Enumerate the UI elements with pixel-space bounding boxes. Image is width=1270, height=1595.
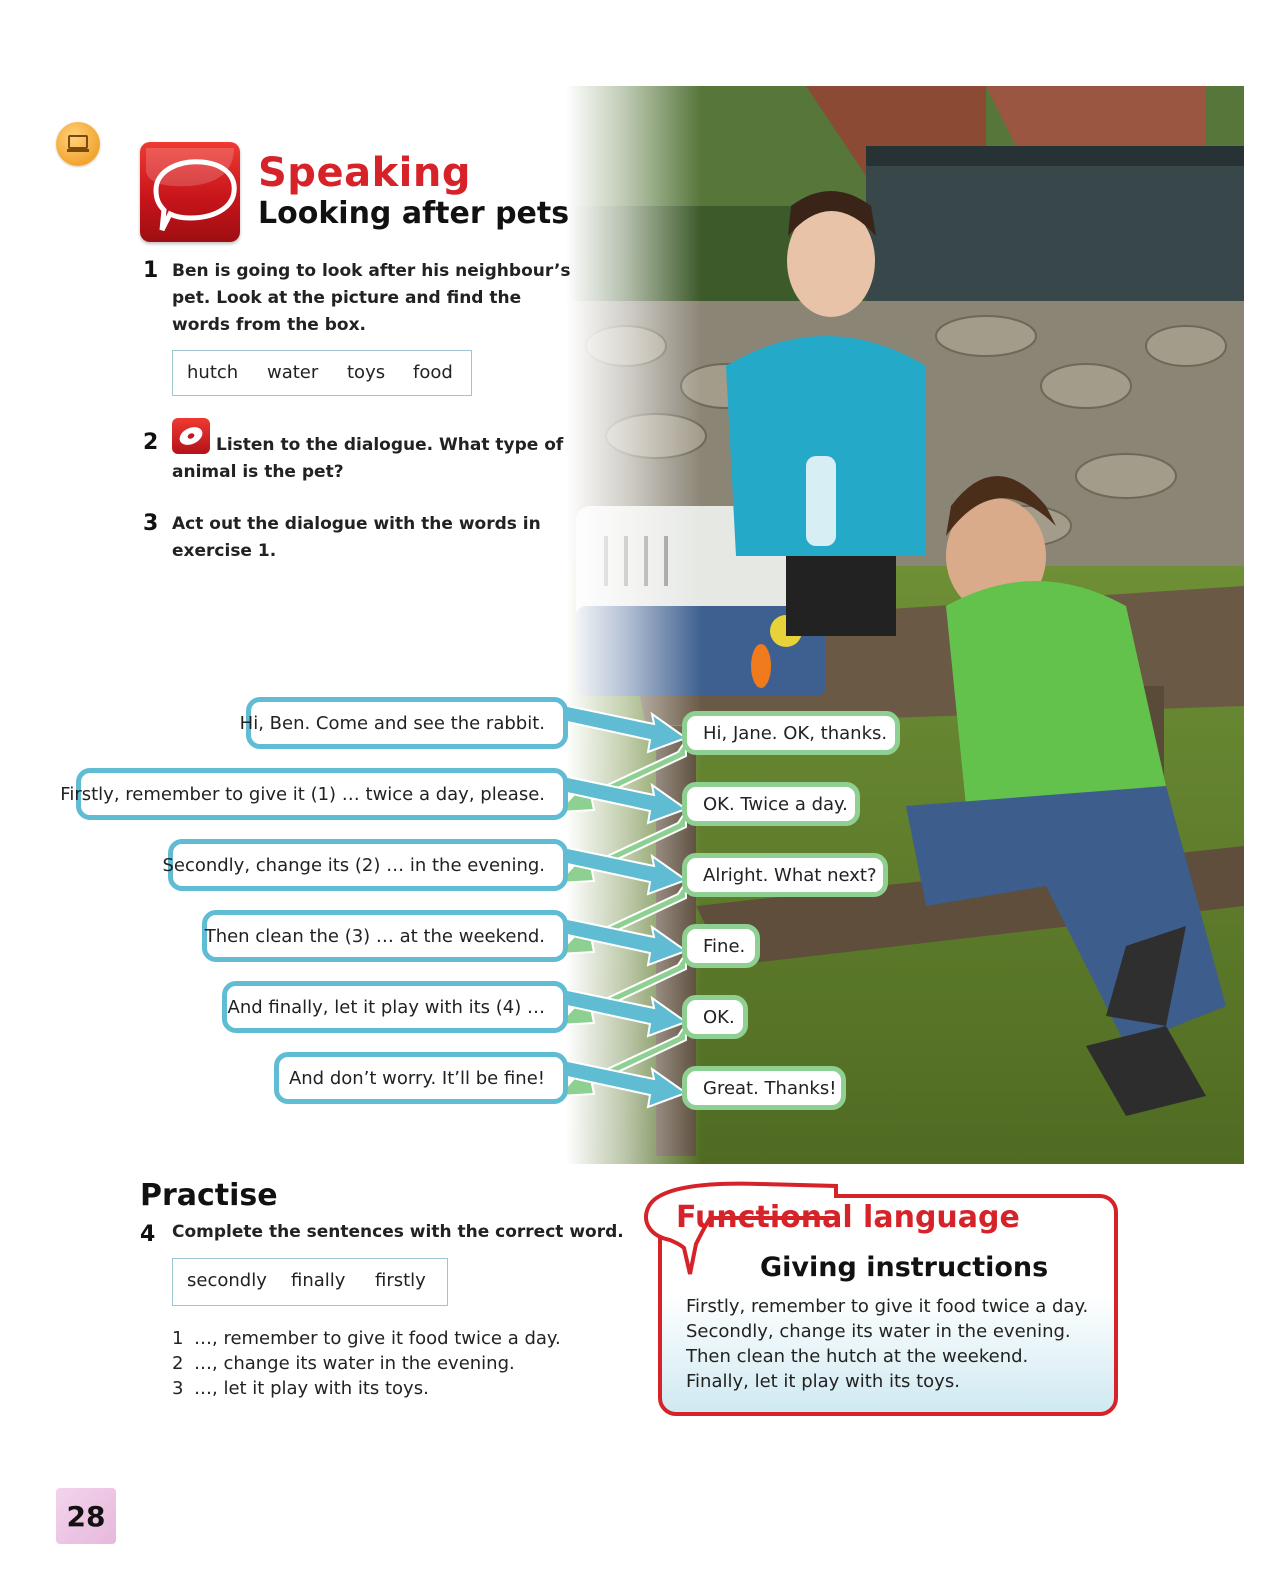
dialogue-line-jane: Hi, Ben. Come and see the rabbit. xyxy=(246,697,568,749)
functional-language-line: Finally, let it play with its toys. xyxy=(686,1371,960,1392)
exercise-instruction: Act out the dialogue with the words in exercise 1. xyxy=(172,514,541,561)
word-item: water xyxy=(267,362,319,383)
exercise-instruction: Listen to the dialogue. What type of xyxy=(216,435,564,455)
dialogue-line-ben: Fine. xyxy=(682,924,760,968)
word-box xyxy=(172,1258,448,1306)
exercise-number: 2 xyxy=(143,430,159,455)
dialogue-line-jane: And finally, let it play with its (4) … xyxy=(222,981,568,1033)
dialogue-line-ben: Great. Thanks! xyxy=(682,1066,846,1110)
dialogue-line-ben: Alright. What next? xyxy=(682,853,888,897)
exercise-instruction: animal is the pet? xyxy=(172,462,344,482)
arrow-right xyxy=(558,704,686,752)
sentence-number: 1 xyxy=(172,1328,184,1349)
sentence-text: …, remember to give it food twice a day. xyxy=(194,1328,561,1349)
word-item: secondly xyxy=(187,1270,267,1291)
dialogue-line-jane: Secondly, change its (2) … in the evening. xyxy=(168,839,568,891)
word-box xyxy=(172,350,472,396)
dialogue-line-jane: Firstly, remember to give it (1) … twice a day, please. xyxy=(76,768,568,820)
exercise-number: 1 xyxy=(143,258,159,283)
word-item: finally xyxy=(291,1270,346,1291)
digital-resource-icon[interactable] xyxy=(56,122,100,166)
dialogue-line-ben: OK. xyxy=(682,995,748,1039)
dialogue-line-jane: And don’t worry. It’ll be fine! xyxy=(274,1052,568,1104)
functional-language-heading: Functional language xyxy=(676,1200,1020,1235)
dialogue-line-ben: Hi, Jane. OK, thanks. xyxy=(682,711,900,755)
exercise-instruction: Complete the sentences with the correct word. xyxy=(172,1222,624,1242)
sentence-number: 3 xyxy=(172,1378,184,1399)
speech-bubble-icon xyxy=(140,142,240,242)
dialogue-arrows xyxy=(550,700,700,1120)
word-item: food xyxy=(413,362,453,383)
dialogue-line-jane: Then clean the (3) … at the weekend. xyxy=(202,910,568,962)
functional-language-line: Secondly, change its water in the evening. xyxy=(686,1321,1071,1342)
sentence-number: 2 xyxy=(172,1353,184,1374)
sentence-text: …, change its water in the evening. xyxy=(194,1353,515,1374)
page-title: Looking after pets xyxy=(258,196,570,231)
section-title: Speaking xyxy=(258,150,471,196)
exercise-instruction: Ben is going to look after his neighbour’s pet. Look at the picture and find the words from the box. xyxy=(172,261,571,335)
exercise-number: 3 xyxy=(143,511,159,536)
word-item: toys xyxy=(347,362,386,383)
practise-heading: Practise xyxy=(140,1178,278,1213)
word-item: hutch xyxy=(187,362,239,383)
audio-cd-icon[interactable] xyxy=(172,418,210,454)
page-number: 28 xyxy=(56,1488,116,1544)
exercise-number: 4 xyxy=(140,1222,156,1247)
dialogue-line-ben: OK. Twice a day. xyxy=(682,782,860,826)
word-item: firstly xyxy=(375,1270,426,1291)
functional-language-line: Firstly, remember to give it food twice a day. xyxy=(686,1296,1089,1317)
functional-language-subheading: Giving instructions xyxy=(760,1252,1049,1283)
functional-language-line: Then clean the hutch at the weekend. xyxy=(686,1346,1029,1367)
sentence-text: …, let it play with its toys. xyxy=(194,1378,429,1399)
